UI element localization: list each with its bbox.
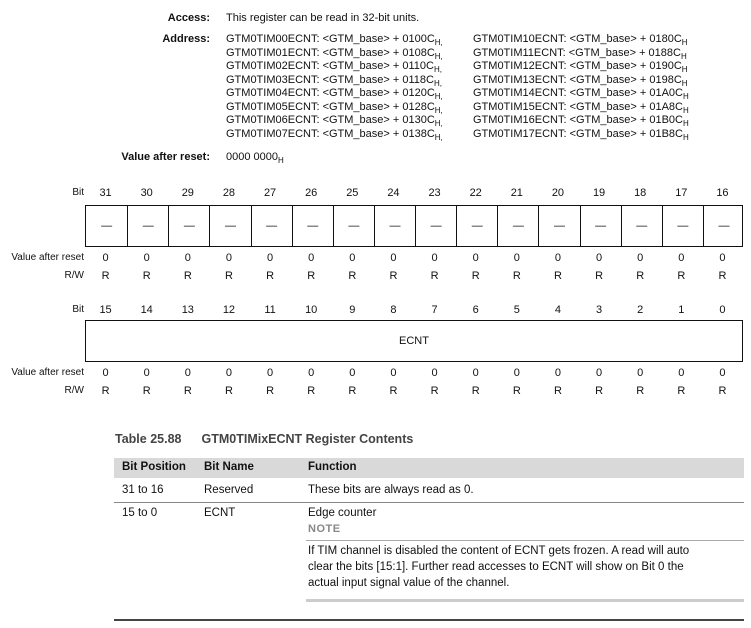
reset-value-cell: 0 <box>678 252 685 264</box>
reset-value-cell: 0 <box>349 252 356 264</box>
reset-value-cell: 0 <box>184 252 191 264</box>
rw-row-label: R/W <box>64 270 84 281</box>
reset-value-cell: 0 <box>719 252 726 264</box>
reset-value-cell: 0 <box>102 367 109 379</box>
reset-value-cell: 0 <box>513 252 520 264</box>
row-bit-position: 31 to 16 <box>122 484 164 496</box>
address-entry: GTM0TIM07ECNT: <GTM_base> + $0138C_{H,}$ <box>226 127 443 142</box>
bit-number: 1 <box>678 304 685 316</box>
reserved-field: — <box>456 206 497 246</box>
rw-cell: R <box>183 385 192 397</box>
reset-value-cell: 0 <box>349 367 356 379</box>
access-text: This register can be read in 32-bit units. <box>226 12 420 24</box>
bit-number: 13 <box>181 304 194 316</box>
bit-number: 9 <box>349 304 356 316</box>
header-bit-position: Bit Position <box>122 461 186 473</box>
rw-cell: R <box>348 270 357 282</box>
rw-cell: R <box>142 270 151 282</box>
reset-value-cell: 0 <box>554 252 561 264</box>
reserved-field: — <box>292 206 333 246</box>
rw-cell: R <box>183 270 192 282</box>
rw-cell: R <box>636 385 645 397</box>
rw-cell: R <box>101 385 110 397</box>
rw-cell: R <box>677 385 686 397</box>
reserved-field: — <box>621 206 662 246</box>
rw-cell: R <box>224 270 233 282</box>
rw-cell: R <box>101 270 110 282</box>
address-label: Address: <box>162 33 210 45</box>
reset-value-cell: 0 <box>678 367 685 379</box>
address-entry: GTM0TIM17ECNT: <GTM_base> + $01B8C_H$ <box>473 127 689 142</box>
bit-number: 14 <box>140 304 153 316</box>
reserved-field: — <box>374 206 415 246</box>
bit-number: 3 <box>596 304 603 316</box>
row-bit-position: 15 to 0 <box>122 507 158 519</box>
bit-number: 0 <box>719 304 726 316</box>
rw-cell: R <box>430 270 439 282</box>
reset-value-cell: 0 <box>596 367 603 379</box>
reset-value-cell: 0 <box>267 367 274 379</box>
row-bit-name: Reserved <box>204 484 254 496</box>
reset-value-cell: 0 <box>308 252 315 264</box>
reset-value-cell: 0 <box>431 252 438 264</box>
bit-number: 6 <box>472 304 479 316</box>
bit-number: 24 <box>387 187 400 199</box>
address-entry: GTM0TIM06ECNT: <GTM_base> + $0130C_{H,}$ <box>226 114 443 128</box>
rw-cell: R <box>718 385 727 397</box>
bit-number: 30 <box>140 187 153 199</box>
reset-value-cell: 0 <box>308 367 315 379</box>
bit-number: 7 <box>431 304 438 316</box>
rw-row-label: R/W <box>64 385 84 396</box>
rw-cell: R <box>512 385 521 397</box>
reset-value-cell: 0 <box>637 252 644 264</box>
reserved-field: — <box>209 206 250 246</box>
reserved-field: — <box>168 206 209 246</box>
reset-value-cell: 0 <box>143 367 150 379</box>
reset-value-cell: 0 <box>554 367 561 379</box>
bit-row-label: Bit <box>72 187 84 198</box>
header-bit-name: Bit Name <box>204 461 254 473</box>
note-line: clear the bits [15:1]. Further read accesses to ECNT will show on Bit 0 the <box>308 561 684 573</box>
address-entry: GTM0TIM03ECNT: <GTM_base> + $0118C_{H,}$ <box>226 73 442 88</box>
table-header <box>114 458 744 478</box>
reserved-field: — <box>538 206 579 246</box>
note-line: actual input signal value of the channel. <box>308 577 510 589</box>
reset-value-cell: 0 <box>143 252 150 264</box>
rw-cell: R <box>718 270 727 282</box>
reset-value-cell: 0 <box>102 252 109 264</box>
rw-cell: R <box>266 385 275 397</box>
rw-cell: R <box>430 385 439 397</box>
reset-value-cell: 0 <box>267 252 274 264</box>
reset-value-cell: 0 <box>390 367 397 379</box>
reset-value-cell: 0 <box>472 367 479 379</box>
header-function: Function <box>308 461 357 473</box>
bit-number: 21 <box>510 187 523 199</box>
reserved-field: — <box>101 220 113 232</box>
bit-number: 4 <box>554 304 561 316</box>
note-title: NOTE <box>308 523 341 535</box>
note-line: If TIM channel is disabled the content of ECNT gets frozen. A read will auto <box>308 545 690 557</box>
rw-cell: R <box>307 385 316 397</box>
rw-cell: R <box>389 270 398 282</box>
address-entry: GTM0TIM16ECNT: <GTM_base> + $01B0C_H$ <box>473 114 689 128</box>
address-entry: GTM0TIM01ECNT: <GTM_base> + $0108C_{H,}$ <box>226 46 443 61</box>
table-title: Table 25.88 GTM0TIMixECNT Register Contents <box>115 432 414 446</box>
bit-number: 12 <box>222 304 236 316</box>
reserved-field: — <box>415 206 456 246</box>
reset-value-cell: 0 <box>390 252 397 264</box>
address-entry: GTM0TIM14ECNT: <GTM_base> + $01A0C_H$ <box>473 87 689 101</box>
rw-cell: R <box>553 270 562 282</box>
row-function: These bits are always read as 0. <box>308 484 474 496</box>
rw-cell: R <box>142 385 151 397</box>
bit-number: 2 <box>637 304 644 316</box>
address-entry: GTM0TIM00ECNT: <GTM_base> + $0100C_{H,}$ <box>226 33 443 47</box>
register-field-box <box>85 205 743 247</box>
reserved-field: — <box>251 206 292 246</box>
reset-value-cell: 0 <box>431 367 438 379</box>
bit-number: 23 <box>428 187 441 199</box>
reset-value-cell: 0 <box>225 252 232 264</box>
bit-number: 25 <box>346 187 359 199</box>
row-function: Edge counter <box>308 507 377 519</box>
bit-number: 20 <box>551 187 565 199</box>
bit-number: 26 <box>305 187 318 199</box>
reserved-field: — <box>127 206 168 246</box>
bit-number: 16 <box>716 187 729 199</box>
address-entry: GTM0TIM13ECNT: <GTM_base> + $0198C_H$ <box>473 73 688 88</box>
bit-number: 17 <box>675 187 688 199</box>
row-bit-name: ECNT <box>204 507 236 519</box>
reset-value-cell: 0 <box>637 367 644 379</box>
bit-number: 22 <box>469 187 482 199</box>
reset-value-cell: 0 <box>513 367 520 379</box>
address-entry: GTM0TIM04ECNT: <GTM_base> + $0120C_{H,}$ <box>226 87 443 101</box>
reset-row-label: Value after reset <box>11 367 84 378</box>
reserved-field: — <box>333 206 374 246</box>
reset-value: 0000 $0000_H$ <box>226 151 284 165</box>
reset-row-label: Value after reset <box>11 252 84 263</box>
table-row-divider <box>114 502 744 503</box>
address-entry: GTM0TIM15ECNT: <GTM_base> + $01A8C_H$ <box>473 100 689 115</box>
rw-cell: R <box>266 270 275 282</box>
address-entry: GTM0TIM02ECNT: <GTM_base> + $0110C_{H,}$ <box>226 60 442 74</box>
register-field-box <box>85 320 743 362</box>
reset-value-cell: 0 <box>472 252 479 264</box>
rw-cell: R <box>348 385 357 397</box>
rw-cell: R <box>595 385 604 397</box>
address-entry: GTM0TIM12ECNT: <GTM_base> + $0190C_H$ <box>473 60 688 74</box>
reset-value-cell: 0 <box>596 252 603 264</box>
table-bottom-rule <box>114 619 744 621</box>
reserved-field: — <box>580 206 621 246</box>
reset-value-cell: 0 <box>184 367 191 379</box>
rw-cell: R <box>471 385 480 397</box>
address-entry: GTM0TIM11ECNT: <GTM_base> + $0188C_H$ <box>473 46 687 61</box>
bit-number: 11 <box>264 304 276 316</box>
reset-label: Value after reset: <box>121 151 210 163</box>
rw-cell: R <box>307 270 316 282</box>
access-label: Access: <box>167 12 210 24</box>
rw-cell: R <box>512 270 521 282</box>
rw-cell: R <box>389 385 398 397</box>
bit-number: 15 <box>99 304 112 316</box>
reserved-field: — <box>703 206 744 246</box>
note-bottom-rule <box>306 599 744 602</box>
address-entry: GTM0TIM10ECNT: <GTM_base> + $0180C_H$ <box>473 33 688 47</box>
bit-number: 10 <box>305 304 318 316</box>
bit-number: 8 <box>390 304 397 316</box>
rw-cell: R <box>677 270 686 282</box>
ecnt-field: ECNT <box>399 335 429 347</box>
bit-number: 19 <box>592 187 606 199</box>
reserved-field: — <box>497 206 538 246</box>
rw-cell: R <box>636 270 645 282</box>
bit-number: 5 <box>513 304 520 316</box>
rw-cell: R <box>595 270 604 282</box>
rw-cell: R <box>224 385 233 397</box>
bit-number: 31 <box>99 187 112 199</box>
reset-value-cell: 0 <box>225 367 232 379</box>
reserved-field: — <box>662 206 703 246</box>
rw-cell: R <box>471 270 480 282</box>
bit-number: 27 <box>263 187 277 199</box>
bit-row-label: Bit <box>72 304 84 315</box>
rw-cell: R <box>553 385 562 397</box>
bit-number: 29 <box>181 187 194 199</box>
address-entry: GTM0TIM05ECNT: <GTM_base> + $0128C_{H,}$ <box>226 100 443 115</box>
bit-number: 18 <box>634 187 647 199</box>
bit-number: 28 <box>222 187 236 199</box>
note-top-rule <box>306 540 744 541</box>
reset-value-cell: 0 <box>719 367 726 379</box>
